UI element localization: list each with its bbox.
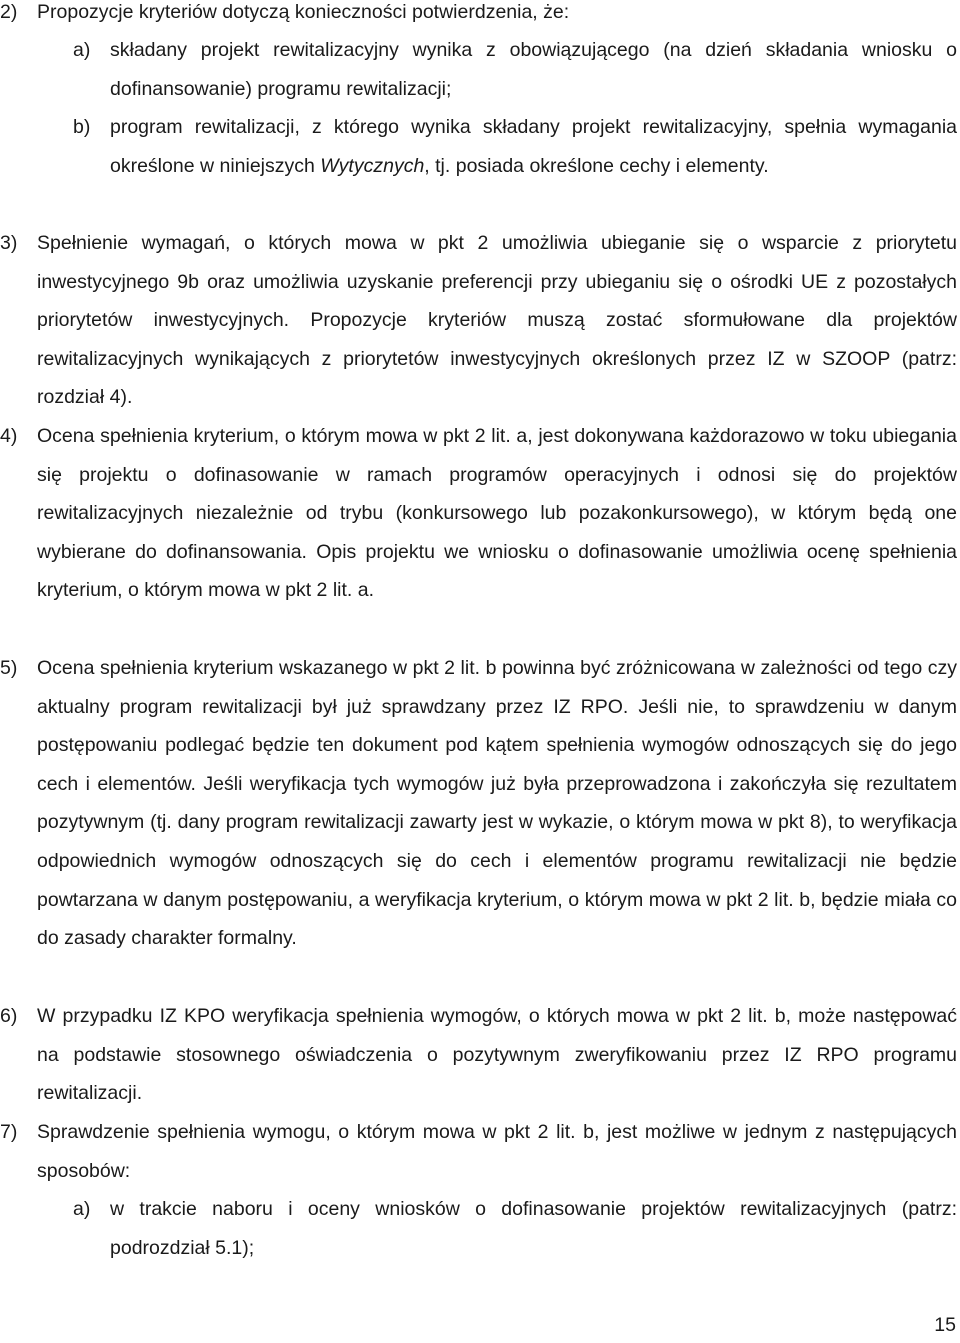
item-text: Ocena spełnienia kryterium, o którym mowa w pkt 2 lit. a, jest dokonywana każdorazowo w toku ubiegania się projektu o dofinasowanie w ramach programów operacyjnych i odnosi się do projektów rewitalizacyjnych niezależnie od trybu (konkursowego lub pozakonkursowego), w którym będą one wybierane do dofinansowania. Opis projektu we wniosku o dofinasowanie umożliwia ocenę spełnienia kryterium, o którym mowa w pkt 2 lit. a. bbox=[37, 425, 957, 602]
item-number: 3) bbox=[0, 232, 18, 254]
item-text: Sprawdzenie spełnienia wymogu, o którym mowa w pkt 2 lit. b, jest możliwe w jednym z następujących sposobów: bbox=[37, 1121, 957, 1182]
item-text: W przypadku IZ KPO weryfikacja spełnienia wymogów, o których mowa w pkt 2 lit. b, może następować na podstawie stosownego oświadczenia o pozytywnym zweryfikowaniu przez IZ RPO programu rewitalizacji. bbox=[37, 1005, 957, 1105]
sub-item-text: składany projekt rewitalizacyjny wynika z obowiązującego (na dzień składania wniosku o dofinansowanie) programu rewitalizacji; bbox=[110, 39, 957, 100]
item-text: Ocena spełnienia kryterium wskazanego w pkt 2 lit. b powinna być zróżnicowana w zależności od tego czy aktualny program rewitalizacji był już sprawdzany przez IZ RPO. Jeśli nie, to sprawdzeniu w danym postępowaniu podlegać będzie ten dokument pod kątem spełnienia wymogów odnoszących się do jego cech i elementów. Jeśli weryfikacja tych wymogów już była przeprowadzona i zakończyła się rezultatem pozytywnym (tj. dany program rewitalizacji zawarty jest w wykazie, o którym mowa w pkt 8), to weryfikacja odpowiednich wymogów odnoszących się do cech i elementów programu rewitalizacji nie będzie powtarzana w danym postępowaniu, a weryfikacja kryterium, o którym mowa w pkt 2 lit. b, będzie miała co do zasady charakter formalny. bbox=[37, 657, 957, 950]
sub-item-text: program rewitalizacji, z którego wynika składany projekt rewitalizacyjny, spełnia wymagania określone w niniejszych Wytycznych, tj. posiada określone cechy i elementy. bbox=[110, 116, 957, 177]
item-text: Spełnienie wymagań, o których mowa w pkt 2 umożliwia ubieganie się o wsparcie z priorytetu inwestycyjnego 9b oraz umożliwia uzyskanie preferencji przy ubieganiu się o ośrodki UE z pozostałych priorytetów inwestycyjnych. Propozycje kryteriów muszą zostać sformułowane dla projektów rewitalizacyjnych wynikających z priorytetów inwestycyjnych określonych przez IZ w SZOOP (patrz: rozdział 4). bbox=[37, 232, 957, 409]
item-number: 7) bbox=[0, 1121, 18, 1143]
item-text: Propozycje kryteriów dotyczą konieczności potwierdzenia, że: bbox=[37, 1, 570, 23]
item-number: 2) bbox=[0, 1, 18, 23]
italic-term: Wytycznych bbox=[320, 154, 425, 177]
item-number: 6) bbox=[0, 1005, 18, 1027]
item-number: 5) bbox=[0, 657, 18, 679]
page-number: 15 bbox=[934, 1314, 956, 1336]
sub-item-label: a) bbox=[73, 39, 91, 61]
sub-item-label: a) bbox=[73, 1198, 91, 1220]
sub-item-label: b) bbox=[73, 116, 91, 138]
sub-item-text: w trakcie naboru i oceny wniosków o dofinasowanie projektów rewitalizacyjnych (patrz: podrozdział 5.1); bbox=[110, 1198, 957, 1259]
item-number: 4) bbox=[0, 425, 18, 447]
